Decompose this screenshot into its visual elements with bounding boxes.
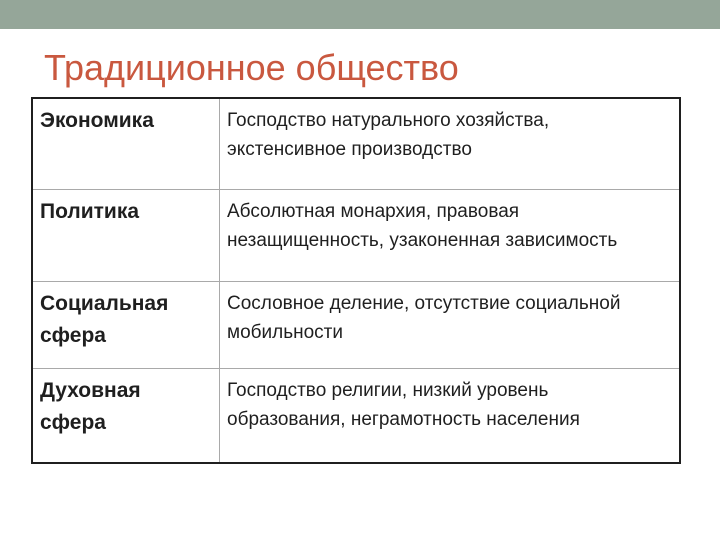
row-value-social: Сословное деление, отсутствие социальной мобильности [220, 281, 681, 368]
table-row-social [32, 281, 680, 368]
slide-title: Традиционное общество [44, 47, 459, 88]
row-value-spiritual: Господство религии, низкий уровень образования, неграмотность населения [220, 368, 681, 463]
row-label-economy: Экономика [32, 98, 220, 189]
table-row-spiritual [32, 368, 680, 463]
table-row-politics [32, 189, 680, 281]
row-label-spiritual: Духовная сфера [32, 368, 220, 463]
row-value-politics: Абсолютная монархия, правовая незащищенность, узаконенная зависимость [220, 189, 681, 281]
top-accent-bar [0, 0, 720, 29]
row-label-politics: Политика [32, 189, 220, 281]
row-value-economy: Господство натурального хозяйства, экстенсивное производство [220, 98, 681, 189]
row-label-social: Социальная сфера [32, 281, 220, 368]
table-row-economy [32, 98, 680, 189]
society-table [31, 97, 681, 464]
